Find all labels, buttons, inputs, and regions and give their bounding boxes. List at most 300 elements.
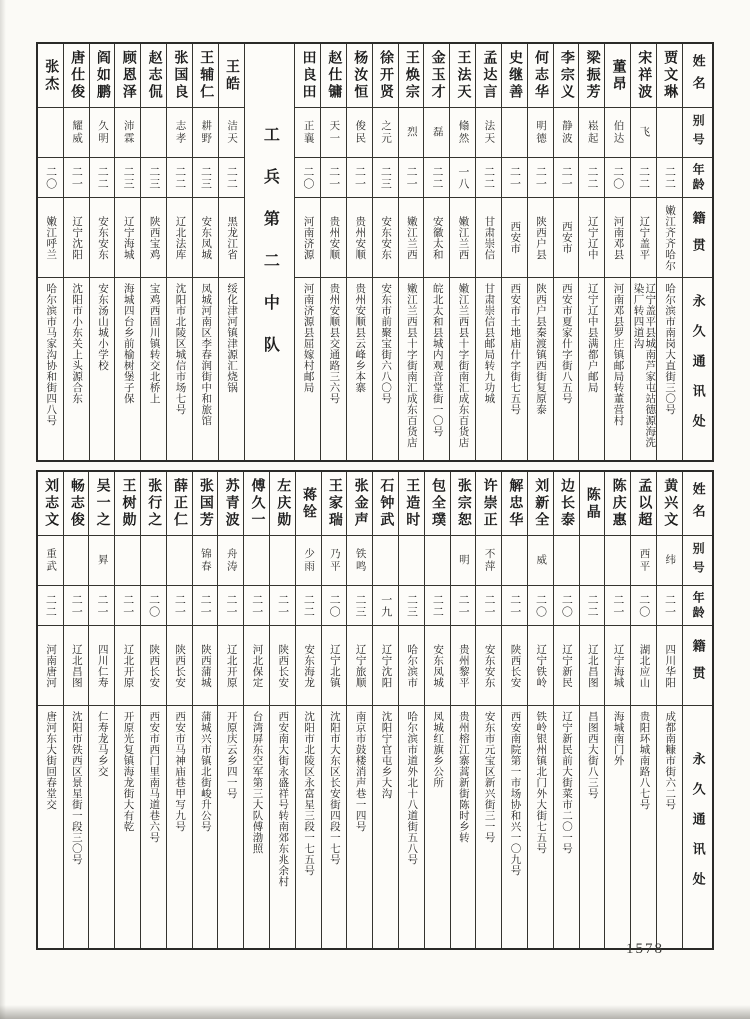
native-place-cell <box>476 198 501 278</box>
native-place-cell <box>605 626 630 706</box>
roster-column <box>192 44 218 460</box>
native-place-cell-text: 辽宁北镇 <box>328 643 340 688</box>
age-cell <box>373 586 398 626</box>
courtesy-name-cell-text: 磊 <box>431 126 443 139</box>
native-place-cell-text: 河北保定 <box>251 643 263 688</box>
roster-table-top <box>36 42 714 462</box>
roster-column <box>217 472 243 948</box>
name-cell-text: 刘志文 <box>43 478 59 529</box>
name-cell <box>270 472 295 536</box>
address-cell <box>579 278 604 460</box>
name-cell <box>244 472 269 536</box>
roster-table-bottom <box>36 470 714 950</box>
name-cell-text: 顾恩泽 <box>120 50 136 101</box>
roster-column <box>475 44 501 460</box>
age-cell <box>321 158 346 198</box>
roster-column <box>63 472 89 948</box>
roster-column <box>63 44 89 460</box>
courtesy-name-cell-text: 不萍 <box>483 548 495 573</box>
native-place-cell-text: 四川仁寿 <box>96 643 108 688</box>
name-cell <box>38 44 63 108</box>
address-cell <box>399 706 424 948</box>
roster-column <box>166 44 192 460</box>
address-cell <box>554 278 579 460</box>
age-cell-text: 二一 <box>457 593 470 618</box>
header-cell-address-text: 永久通讯处 <box>690 752 706 902</box>
address-cell-text: 西安市西门里南马道巷六号 <box>148 711 160 843</box>
courtesy-name-cell-text: 飞 <box>638 126 650 139</box>
courtesy-name-cell <box>64 108 89 158</box>
roster-column <box>372 44 398 460</box>
roster-column <box>218 44 244 460</box>
age-cell <box>244 586 269 626</box>
address-cell-text: 西安市夏家什字街八五号 <box>560 283 572 404</box>
native-place-cell <box>580 626 605 706</box>
address-cell-text: 沈阳市大东区长安街四段一七号 <box>328 711 340 865</box>
native-place-cell <box>425 626 450 706</box>
unit-label-cell-text: 工兵第二中队 <box>261 126 279 378</box>
native-place-cell-text: 嫩江兰西 <box>405 215 417 260</box>
header-cell-age <box>683 586 712 626</box>
age-cell <box>424 158 449 198</box>
native-place-cell-text: 安东凤城 <box>432 643 444 688</box>
header-cell-hao-text: 别号 <box>691 541 706 580</box>
header-cell-hao <box>683 536 712 586</box>
name-cell <box>399 472 424 536</box>
name-cell-text: 边长泰 <box>559 478 574 529</box>
age-cell <box>399 158 424 198</box>
age-cell <box>347 158 372 198</box>
name-cell-text: 许崇正 <box>481 478 497 529</box>
native-place-cell-text: 安东安东 <box>483 643 495 688</box>
name-cell <box>322 472 347 536</box>
name-cell-text: 张宗恕 <box>455 478 471 529</box>
native-place-cell-text: 辽北昌图 <box>586 643 598 688</box>
address-cell-text: 蒲城兴市镇北街峻升公号 <box>199 711 211 832</box>
name-cell-text: 张行之 <box>146 478 162 529</box>
name-cell-text: 包全璞 <box>430 478 446 529</box>
courtesy-name-cell <box>631 108 656 158</box>
name-cell <box>554 44 579 108</box>
courtesy-name-cell <box>141 108 166 158</box>
roster-column <box>604 472 630 948</box>
name-cell <box>347 44 372 108</box>
native-place-cell-text: 陕西宝鸡 <box>148 215 160 260</box>
name-cell <box>115 472 140 536</box>
age-cell-text: 二〇 <box>301 165 314 190</box>
name-cell-text: 张金声 <box>352 478 368 529</box>
name-cell <box>579 44 604 108</box>
courtesy-name-cell <box>321 108 346 158</box>
name-cell <box>141 472 166 536</box>
age-cell <box>631 586 656 626</box>
address-cell-text: 贵阳环城南路八七号 <box>638 711 650 810</box>
name-cell-text: 孟以超 <box>636 478 652 529</box>
native-place-cell <box>141 198 166 278</box>
age-cell <box>580 586 605 626</box>
native-place-cell <box>38 198 63 278</box>
native-place-cell-text: 辽宁沈阳 <box>380 643 392 688</box>
name-cell <box>193 472 218 536</box>
name-cell-text: 畅志俊 <box>68 478 84 529</box>
native-place-cell-text: 辽宁沈阳 <box>71 215 83 260</box>
roster-column <box>38 472 63 948</box>
address-cell <box>476 706 501 948</box>
age-cell <box>451 586 476 626</box>
name-cell-text: 孟达言 <box>481 50 497 101</box>
courtesy-name-cell <box>296 536 321 586</box>
roster-column <box>501 472 527 948</box>
courtesy-name-cell <box>502 108 527 158</box>
name-cell <box>657 44 682 108</box>
age-cell-text: 二二 <box>663 165 676 190</box>
roster-column <box>294 44 320 460</box>
native-place-cell <box>347 626 372 706</box>
address-cell <box>38 278 63 460</box>
age-cell-text: 二一 <box>482 593 495 618</box>
age-cell <box>399 586 424 626</box>
name-cell-text: 苏青波 <box>223 478 239 529</box>
address-cell <box>605 706 630 948</box>
address-cell-text: 辽宁辽中县满都户邮局 <box>586 283 598 393</box>
address-cell <box>605 278 630 460</box>
courtesy-name-cell <box>399 536 424 586</box>
age-cell-text: 二二 <box>431 165 443 190</box>
age-cell-text: 一八 <box>456 165 469 190</box>
native-place-cell <box>424 198 449 278</box>
address-cell <box>424 278 449 460</box>
courtesy-name-cell-text: 之元 <box>380 120 392 145</box>
address-cell-text: 凤城河南区李春润街中和旅馆 <box>200 283 212 426</box>
roster-column <box>656 44 682 460</box>
address-cell <box>450 278 475 460</box>
courtesy-name-cell <box>580 536 605 586</box>
name-cell <box>64 44 89 108</box>
address-cell <box>451 706 476 948</box>
courtesy-name-cell-text: 西平 <box>638 548 650 573</box>
age-cell-text: 二一 <box>663 593 676 618</box>
courtesy-name-cell-text: 舟涛 <box>225 548 237 573</box>
age-cell-text: 二一 <box>560 165 573 190</box>
address-cell-text: 河南济源县屈嫁村邮局 <box>302 283 314 393</box>
name-cell <box>580 472 605 536</box>
age-cell-text: 二三 <box>379 165 392 190</box>
age-cell <box>89 586 114 626</box>
age-cell-text: 二一 <box>70 165 83 190</box>
roster-column <box>192 472 218 948</box>
courtesy-name-cell <box>502 536 527 586</box>
address-cell <box>657 706 682 948</box>
roster-column <box>114 44 140 460</box>
age-cell-text: 二二 <box>302 593 315 618</box>
age-cell-text: 二一 <box>353 165 366 190</box>
age-cell <box>528 586 553 626</box>
native-place-cell-text: 安东海龙 <box>303 643 315 688</box>
name-cell-text: 王辅仁 <box>198 50 214 101</box>
address-cell <box>296 706 321 948</box>
address-cell-text: 贵州榕江寨蒿新街陈时乡转 <box>457 711 469 843</box>
age-cell-text: 二一 <box>70 593 83 618</box>
courtesy-name-cell-text: 烈 <box>405 126 417 139</box>
courtesy-name-cell <box>424 108 449 158</box>
name-cell <box>347 472 372 536</box>
age-cell-text: 二三 <box>353 593 366 618</box>
address-cell-text: 嫩江兰西县十字街南汇成东百货店 <box>457 283 469 448</box>
courtesy-name-cell-text: 俊民 <box>354 120 366 145</box>
native-place-cell-text: 河南唐河 <box>45 643 57 688</box>
address-cell-text: 甘肃崇信县邮局转九功城 <box>483 283 495 404</box>
address-cell <box>115 278 140 460</box>
age-cell <box>167 586 192 626</box>
address-cell-text: 西安市马神庙巷甲写九号 <box>174 711 186 832</box>
address-cell-text: 西安南大街永盛祥号转南郊东兆余村 <box>277 711 289 887</box>
address-cell <box>476 278 501 460</box>
courtesy-name-cell <box>89 536 114 586</box>
roster-column <box>398 44 424 460</box>
name-cell <box>528 472 553 536</box>
header-cell-native-text: 籍贯 <box>690 210 706 265</box>
name-cell <box>502 44 527 108</box>
name-cell-text: 赵志侃 <box>146 50 162 101</box>
native-place-cell <box>244 626 269 706</box>
age-cell <box>476 586 501 626</box>
age-cell <box>219 158 244 198</box>
native-place-cell <box>399 626 424 706</box>
header-cell-age <box>683 158 712 198</box>
courtesy-name-cell <box>115 108 140 158</box>
address-cell <box>528 706 553 948</box>
name-cell-text: 董昂 <box>610 58 626 93</box>
name-cell-text: 王法天 <box>455 50 471 101</box>
age-cell-text: 二〇 <box>328 593 341 618</box>
courtesy-name-cell <box>528 536 553 586</box>
address-cell <box>657 278 682 460</box>
address-cell-text: 河南邓县罗庄镇邮局转董营村 <box>612 283 624 426</box>
age-cell <box>141 586 166 626</box>
age-cell-text: 二一 <box>405 165 418 190</box>
age-cell-text: 二二 <box>637 165 650 190</box>
address-cell-text: 皖北太和县城内观音堂街一〇号 <box>431 283 443 437</box>
native-place-cell-text: 西安市 <box>509 221 521 254</box>
address-cell-text: 陕西户县秦渡镇西街复原泰 <box>535 283 547 415</box>
address-cell-text: 台湾屏东空军第三大队傅渤照 <box>251 711 263 854</box>
name-cell-text: 杨汝恒 <box>352 50 368 101</box>
name-cell <box>450 44 475 108</box>
native-place-cell-text: 陕西长安 <box>174 643 186 688</box>
courtesy-name-cell-text: 少雨 <box>303 548 315 573</box>
age-cell <box>218 586 243 626</box>
courtesy-name-cell <box>373 536 398 586</box>
name-cell <box>373 472 398 536</box>
address-cell-text: 安东市前聚宝街六八〇号 <box>380 283 392 404</box>
courtesy-name-cell-text: 静波 <box>560 120 572 145</box>
age-cell-text: 二三 <box>147 165 160 190</box>
courtesy-name-cell <box>450 108 475 158</box>
native-place-cell-text: 辽宁盖平 <box>638 215 650 260</box>
native-place-cell <box>115 626 140 706</box>
address-cell-text: 沈阳市小东关上头源合东 <box>71 283 83 404</box>
address-cell <box>295 278 320 460</box>
native-place-cell <box>64 626 89 706</box>
courtesy-name-cell-text: 乃平 <box>328 548 340 573</box>
courtesy-name-cell <box>38 108 63 158</box>
name-cell-text: 阎如鹏 <box>94 50 110 101</box>
roster-column <box>424 472 450 948</box>
name-cell-text: 刘新全 <box>533 478 549 529</box>
native-place-cell <box>528 198 553 278</box>
native-place-cell-text: 甘肃崇信 <box>483 215 495 260</box>
native-place-cell-text: 安徽太和 <box>431 215 443 260</box>
courtesy-name-cell <box>270 536 295 586</box>
age-cell <box>554 586 579 626</box>
address-cell <box>90 278 115 460</box>
name-cell <box>193 44 218 108</box>
name-cell <box>476 472 501 536</box>
native-place-cell <box>554 626 579 706</box>
address-cell-text: 宝鸡西固川镇转交北桥上 <box>148 283 160 404</box>
native-place-cell <box>450 198 475 278</box>
native-place-cell <box>502 198 527 278</box>
address-cell-text: 南京市鼓楼消声巷一四号 <box>354 711 366 832</box>
address-cell-text: 海城南门外 <box>612 711 624 766</box>
courtesy-name-cell-text: 明德 <box>535 120 547 145</box>
roster-column <box>269 472 295 948</box>
name-cell-text: 王家瑞 <box>326 478 342 529</box>
address-cell-text: 贵州安顺县交通路三六号 <box>328 283 340 404</box>
roster-column <box>630 472 656 948</box>
courtesy-name-cell-text: 耀威 <box>71 120 83 145</box>
native-place-cell-text: 河南济源 <box>302 215 314 260</box>
header-cell-address <box>683 706 712 948</box>
courtesy-name-cell <box>347 108 372 158</box>
name-cell <box>631 472 656 536</box>
native-place-cell-text: 安东凤城 <box>200 215 212 260</box>
roster-column <box>656 472 682 948</box>
address-cell-text: 嫩江兰西县十字街南汇成东百货店 <box>405 283 417 448</box>
roster-column <box>89 44 115 460</box>
age-cell <box>657 158 682 198</box>
courtesy-name-cell <box>657 536 682 586</box>
native-place-cell-text: 陕西长安 <box>509 643 521 688</box>
name-cell-text: 张国良 <box>172 50 188 101</box>
age-cell-text: 二一 <box>199 593 212 618</box>
name-cell-text: 吴一之 <box>94 478 110 529</box>
header-cell-native-text: 籍贯 <box>690 638 706 693</box>
address-cell <box>502 706 527 948</box>
address-cell <box>580 706 605 948</box>
address-cell <box>270 706 295 948</box>
age-cell <box>425 586 450 626</box>
address-cell <box>373 706 398 948</box>
native-place-cell <box>657 626 682 706</box>
age-cell-text: 二〇 <box>560 593 573 618</box>
age-cell-text: 二二 <box>482 165 495 190</box>
header-cell-age-text: 年龄 <box>691 162 706 193</box>
name-cell-text: 王造时 <box>404 478 420 529</box>
native-place-cell <box>219 198 244 278</box>
header-cell-age-text: 年龄 <box>691 590 706 621</box>
courtesy-name-cell <box>244 536 269 586</box>
name-cell <box>554 472 579 536</box>
courtesy-name-cell-text: 洁天 <box>226 120 238 145</box>
roster-column <box>449 44 475 460</box>
roster-column <box>553 472 579 948</box>
courtesy-name-cell <box>605 108 630 158</box>
native-place-cell <box>373 198 398 278</box>
age-cell-text: 二〇 <box>534 593 547 618</box>
age-cell <box>373 158 398 198</box>
age-cell <box>64 586 89 626</box>
age-cell-text: 二二 <box>96 165 109 190</box>
age-cell <box>450 158 475 198</box>
age-cell-text: 二一 <box>250 593 263 618</box>
name-cell <box>167 44 192 108</box>
address-cell-text: 安东汤山城小学校 <box>96 283 108 371</box>
age-cell <box>270 586 295 626</box>
native-place-cell <box>657 198 682 278</box>
native-place-cell-text: 嫩江齐齐哈尔 <box>664 204 676 271</box>
name-cell-text: 何志华 <box>532 50 548 101</box>
age-cell-text: 二〇 <box>44 165 57 190</box>
address-cell-text: 辽宁盖平县城南芦家屯站德源海洗染厂转四道沟 <box>632 283 656 448</box>
courtesy-name-cell-text: 耕野 <box>200 120 212 145</box>
roster-column <box>140 472 166 948</box>
courtesy-name-cell <box>167 108 192 158</box>
native-place-cell <box>295 198 320 278</box>
header-cell-native <box>683 626 712 706</box>
age-cell-text: 二三 <box>122 165 135 190</box>
courtesy-name-cell-text: 久明 <box>96 120 108 145</box>
age-cell <box>115 586 140 626</box>
address-cell <box>554 706 579 948</box>
name-cell <box>631 44 656 108</box>
header-cell-hao <box>683 108 712 158</box>
native-place-cell-text: 辽北法库 <box>174 215 186 260</box>
roster-column <box>398 472 424 948</box>
native-place-cell <box>502 626 527 706</box>
address-cell-text: 唐河东大街回春堂交 <box>45 711 57 810</box>
address-cell <box>631 706 656 948</box>
address-cell <box>399 278 424 460</box>
courtesy-name-cell-text: 崧起 <box>586 120 598 145</box>
roster-column <box>166 472 192 948</box>
roster-column <box>372 472 398 948</box>
native-place-cell-text: 河南邓县 <box>612 215 624 260</box>
native-place-cell <box>193 198 218 278</box>
native-place-cell-text: 安东安东 <box>380 215 392 260</box>
address-cell-text: 沈阳市铁西区景星街一段三〇号 <box>70 711 82 865</box>
address-cell-text: 海城四台乡前榆树堡子保 <box>122 283 134 404</box>
address-cell <box>219 278 244 460</box>
name-cell <box>90 44 115 108</box>
native-place-cell <box>141 626 166 706</box>
courtesy-name-cell <box>193 108 218 158</box>
name-cell-text: 徐开贤 <box>378 50 394 101</box>
native-place-cell <box>373 626 398 706</box>
age-cell <box>38 586 63 626</box>
age-cell <box>90 158 115 198</box>
address-cell-text: 开原光复镇海龙街大有乾 <box>122 711 134 832</box>
courtesy-name-cell <box>554 536 579 586</box>
age-cell <box>38 158 63 198</box>
address-cell <box>167 278 192 460</box>
header-cell-name <box>683 44 712 108</box>
roster-column <box>140 44 166 460</box>
age-cell-text: 二二 <box>44 593 57 618</box>
courtesy-name-cell <box>90 108 115 158</box>
address-cell <box>528 278 553 460</box>
name-cell <box>89 472 114 536</box>
